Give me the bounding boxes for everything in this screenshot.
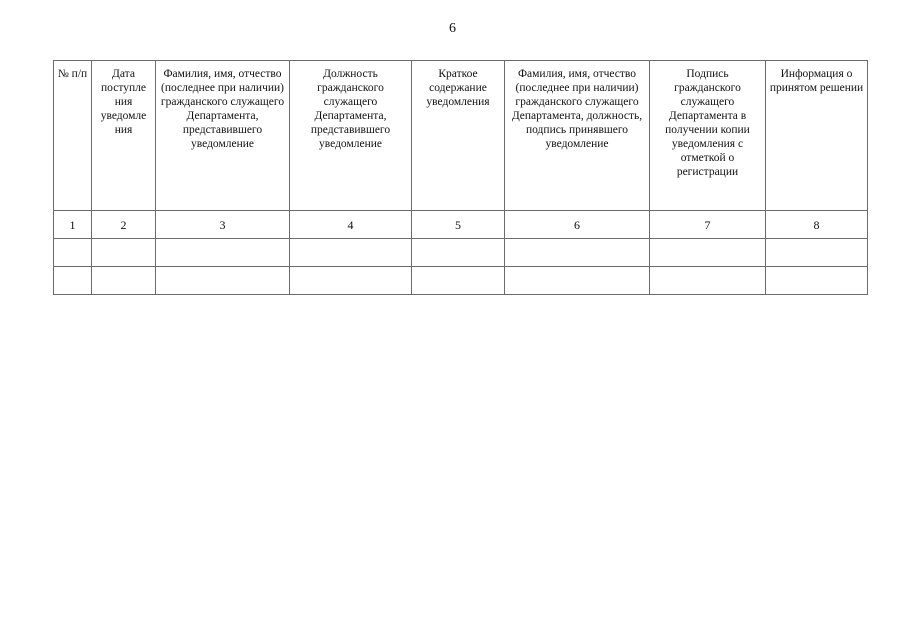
table-cell bbox=[505, 267, 650, 295]
table-cell bbox=[54, 239, 92, 267]
header-cell-receiver: Фамилия, имя, отчество (последнее при наличии) гражданского служащего Департамента, должность, подпись принявшего уведомление bbox=[505, 61, 650, 211]
table-row bbox=[54, 239, 868, 267]
header-cell-submitter-position: Должность гражданского служащего Департамента, представившего уведомление bbox=[290, 61, 412, 211]
header-cell-copy-signature: Подпись гражданского служащего Департамента в получении копии уведомления с отметкой о регистрации bbox=[650, 61, 766, 211]
header-row bbox=[54, 61, 868, 211]
header-cell-submitter-name: Фамилия, имя, отчество (последнее при наличии) гражданского служащего Департамента, представившего уведомление bbox=[156, 61, 290, 211]
header-cell-number: № п/п bbox=[54, 61, 92, 211]
table-cell bbox=[156, 239, 290, 267]
column-number-cell: 8 bbox=[766, 211, 868, 239]
header-cell-decision-info: Информация о принятом решении bbox=[766, 61, 868, 211]
notification-register-table bbox=[53, 60, 868, 295]
table-cell bbox=[412, 239, 505, 267]
table-cell bbox=[505, 239, 650, 267]
page-number: 6 bbox=[449, 21, 456, 36]
table-cell bbox=[650, 239, 766, 267]
table-cell bbox=[412, 267, 505, 295]
table-cell bbox=[156, 267, 290, 295]
table-cell bbox=[766, 267, 868, 295]
column-number-cell: 4 bbox=[290, 211, 412, 239]
header-cell-summary: Краткое содержание уведомления bbox=[412, 61, 505, 211]
table-cell bbox=[290, 239, 412, 267]
column-number-cell: 3 bbox=[156, 211, 290, 239]
table-cell bbox=[766, 239, 868, 267]
table-cell bbox=[92, 267, 156, 295]
column-number-cell: 7 bbox=[650, 211, 766, 239]
header-cell-date: Дата поступле ния уведомле ния bbox=[92, 61, 156, 211]
column-number-cell: 2 bbox=[92, 211, 156, 239]
table-row bbox=[54, 267, 868, 295]
table-cell bbox=[290, 267, 412, 295]
column-number-cell: 6 bbox=[505, 211, 650, 239]
table-cell bbox=[650, 267, 766, 295]
column-number-cell: 5 bbox=[412, 211, 505, 239]
table-cell bbox=[92, 239, 156, 267]
table-cell bbox=[54, 267, 92, 295]
column-number-cell: 1 bbox=[54, 211, 92, 239]
column-number-row bbox=[54, 211, 868, 239]
